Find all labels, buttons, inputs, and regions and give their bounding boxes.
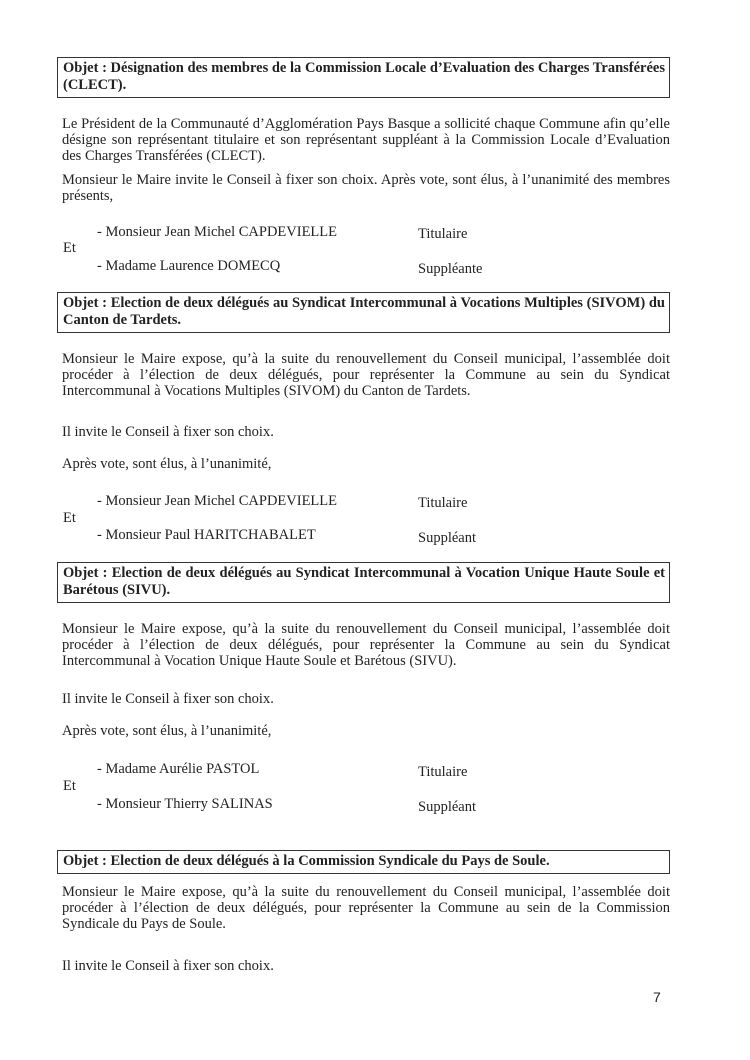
section-3-paragraph-3: Après vote, sont élus, à l’unanimité,	[62, 723, 272, 739]
section-2-paragraph-2: Il invite le Conseil à fixer son choix.	[62, 424, 274, 440]
section-2-elected-2-role: Suppléant	[418, 530, 476, 546]
page-number: 7	[653, 989, 661, 1005]
section-3-elected-1-role: Titulaire	[418, 764, 468, 780]
section-2-elected-1-role: Titulaire	[418, 495, 468, 511]
section-1-elected-1-name: - Monsieur Jean Michel CAPDEVIELLE	[97, 224, 338, 240]
section-3-title: Objet : Election de deux délégués au Syndicat Intercommunal à Vocation Unique Haute Soule et Barétous (SIVU).	[57, 562, 670, 603]
section-2-et: Et	[63, 510, 76, 526]
section-4-paragraph-2: Il invite le Conseil à fixer son choix.	[62, 958, 274, 974]
section-4-title: Objet : Election de deux délégués à la Commission Syndicale du Pays de Soule.	[57, 850, 670, 874]
section-3-elected-2-role: Suppléant	[418, 799, 476, 815]
section-3-elected-2-name: - Monsieur Thierry SALINAS	[97, 796, 273, 812]
section-2-elected-1-name: - Monsieur Jean Michel CAPDEVIELLE	[97, 493, 338, 509]
section-4-paragraph-1: Monsieur le Maire expose, qu’à la suite du renouvellement du Conseil municipal, l’assemblée doit procéder à l’élection de deux délégués, pour représenter la Commune au sein de la Commission Syndicale du Pays de Soule.	[62, 884, 670, 932]
section-1-elected-2-role: Suppléante	[418, 261, 483, 277]
section-2-paragraph-3: Après vote, sont élus, à l’unanimité,	[62, 456, 272, 472]
section-3-elected-1-name: - Madame Aurélie PASTOL	[97, 761, 260, 777]
section-3-et: Et	[63, 778, 76, 794]
section-1-elected-2-name: - Madame Laurence DOMECQ	[97, 258, 281, 274]
section-1-et: Et	[63, 240, 76, 256]
section-2-paragraph-1: Monsieur le Maire expose, qu’à la suite du renouvellement du Conseil municipal, l’assemblée doit procéder à l’élection de deux délégués, pour représenter la Commune au sein du Syndicat Intercommunal à Vocations Multiples (SIVOM) du Canton de Tardets.	[62, 351, 670, 399]
section-3-paragraph-1: Monsieur le Maire expose, qu’à la suite du renouvellement du Conseil municipal, l’assemblée doit procéder à l’élection de deux délégués, pour représenter la Commune au sein du Syndicat Intercommunal à Vocation Unique Haute Soule et Barétous (SIVU).	[62, 621, 670, 669]
section-1-title: Objet : Désignation des membres de la Commission Locale d’Evaluation des Charges Transférées (CLECT).	[57, 57, 670, 98]
section-3-paragraph-2: Il invite le Conseil à fixer son choix.	[62, 691, 274, 707]
section-1-paragraph-1: Le Président de la Communauté d’Agglomération Pays Basque a sollicité chaque Commune afin qu’elle désigne son représentant titulaire et son représentant suppléant à la Commission Locale d’Evaluation des Charges Transférées (CLECT).	[62, 116, 670, 164]
section-2-elected-2-name: - Monsieur Paul HARITCHABALET	[97, 527, 316, 543]
section-1-elected-1-role: Titulaire	[418, 226, 468, 242]
section-1-paragraph-2: Monsieur le Maire invite le Conseil à fixer son choix. Après vote, sont élus, à l’unanimité des membres présents,	[62, 172, 670, 204]
section-2-title: Objet : Election de deux délégués au Syndicat Intercommunal à Vocations Multiples (SIVOM) du Canton de Tardets.	[57, 292, 670, 333]
